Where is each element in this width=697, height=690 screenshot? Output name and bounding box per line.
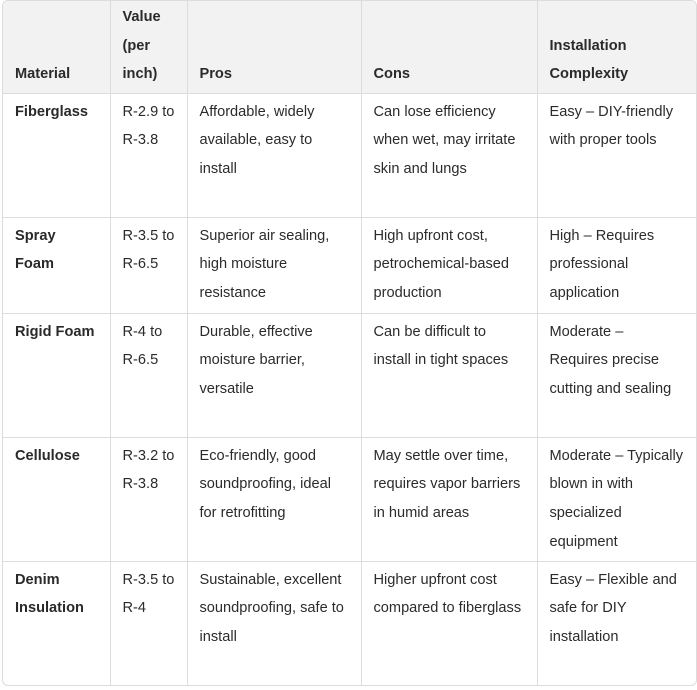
header-value: Value (per inch) (110, 1, 187, 93)
table-row (3, 313, 696, 437)
table-row (3, 93, 696, 217)
comparison-table (3, 1, 696, 685)
header-row (3, 1, 696, 93)
cell-pros: Eco-friendly, good soundproofing, ideal for retrofitting (187, 437, 361, 561)
cell-cons: Can lose efficiency when wet, may irritate skin and lungs (361, 93, 537, 217)
cell-cons: Can be difficult to install in tight spaces (361, 313, 537, 437)
table-row (3, 217, 696, 313)
cell-installation-complexity: High – Requires professional application (537, 217, 696, 313)
cell-material: Spray Foam (3, 217, 110, 313)
cell-installation-complexity: Easy – DIY-friendly with proper tools (537, 93, 696, 217)
header-cons: Cons (361, 1, 537, 93)
cell-pros: Sustainable, excellent soundproofing, safe to install (187, 561, 361, 685)
cell-value: R-4 to R-6.5 (110, 313, 187, 437)
cell-installation-complexity: Moderate – Typically blown in with specialized equipment (537, 437, 696, 561)
cell-pros: Affordable, widely available, easy to install (187, 93, 361, 217)
cell-cons: High upfront cost, petrochemical-based production (361, 217, 537, 313)
cell-value: R-3.5 to R-4 (110, 561, 187, 685)
cell-value: R-2.9 to R-3.8 (110, 93, 187, 217)
table-row (3, 437, 696, 561)
cell-material: Cellulose (3, 437, 110, 561)
cell-installation-complexity: Moderate – Requires precise cutting and sealing (537, 313, 696, 437)
cell-material: Rigid Foam (3, 313, 110, 437)
table-header (3, 1, 696, 93)
cell-value: R-3.2 to R-3.8 (110, 437, 187, 561)
cell-pros: Durable, effective moisture barrier, versatile (187, 313, 361, 437)
header-pros: Pros (187, 1, 361, 93)
cell-material: Denim Insulation (3, 561, 110, 685)
table-body (3, 93, 696, 685)
cell-value: R-3.5 to R-6.5 (110, 217, 187, 313)
cell-cons: Higher upfront cost compared to fiberglass (361, 561, 537, 685)
cell-pros: Superior air sealing, high moisture resistance (187, 217, 361, 313)
cell-cons: May settle over time, requires vapor barriers in humid areas (361, 437, 537, 561)
insulation-comparison-table (2, 0, 697, 686)
cell-installation-complexity: Easy – Flexible and safe for DIY installation (537, 561, 696, 685)
header-installation-complexity: Installation Complexity (537, 1, 696, 93)
table-row (3, 561, 696, 685)
header-material: Material (3, 1, 110, 93)
cell-material: Fiberglass (3, 93, 110, 217)
